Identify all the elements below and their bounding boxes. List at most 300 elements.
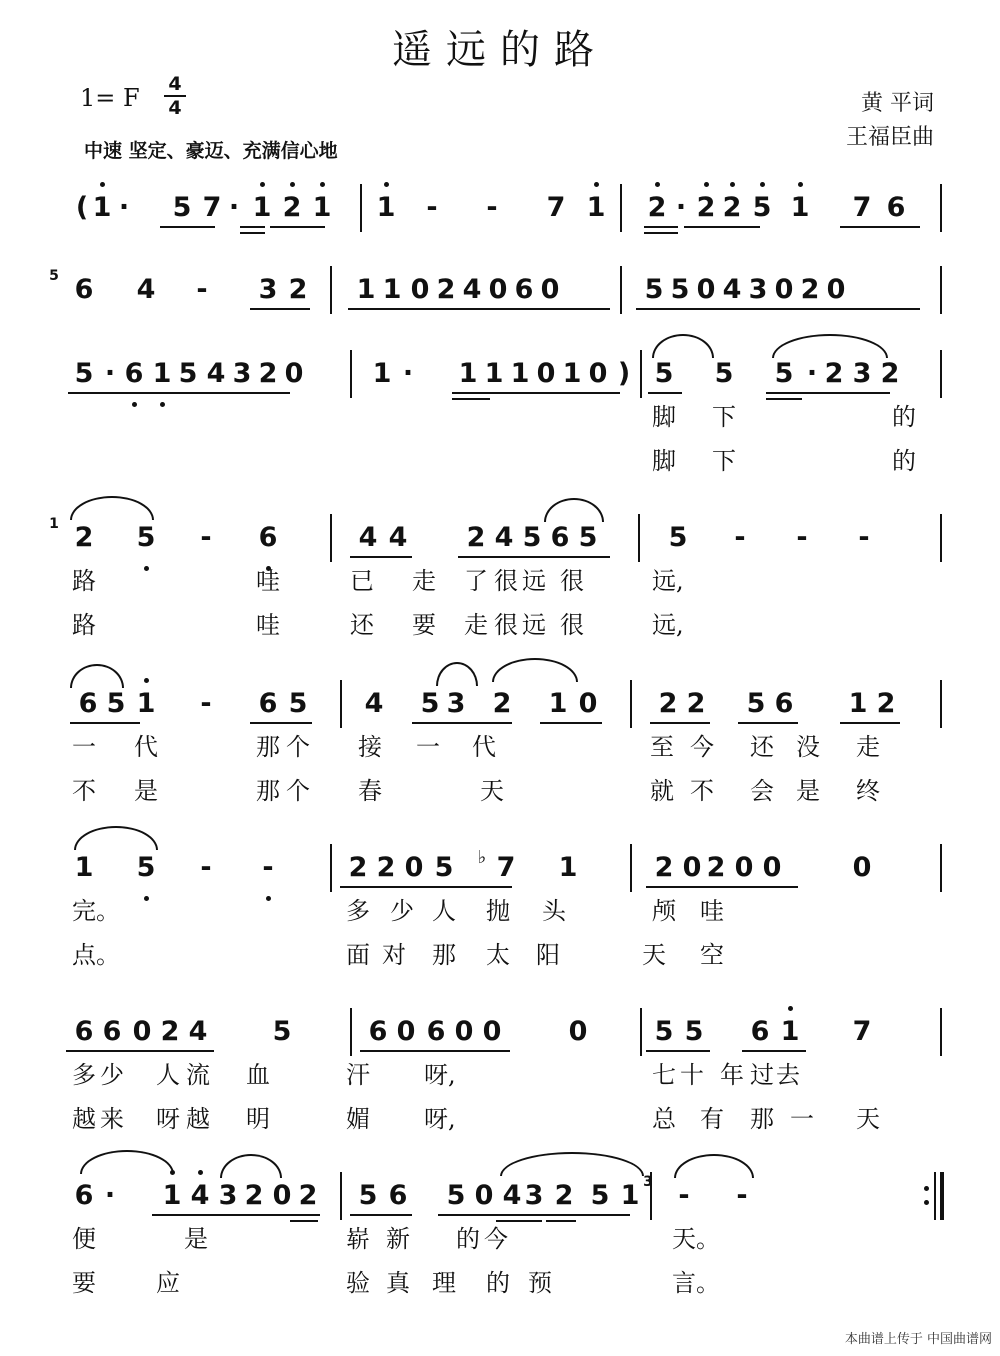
note: · [402, 358, 414, 389]
beam-line [270, 226, 325, 228]
beam-line [840, 226, 920, 228]
note: 1 [162, 1180, 182, 1211]
note: 3 [446, 688, 466, 719]
note: 1 [356, 274, 376, 305]
time-signature [162, 74, 188, 118]
note: 4 [388, 522, 408, 553]
note: 1 [252, 192, 272, 223]
high-octave-dot [320, 182, 325, 187]
note: 3 [524, 1180, 544, 1211]
note: 2 [658, 688, 678, 719]
lyric-syllable: 言。 [672, 1269, 720, 1297]
beam-line [250, 308, 310, 310]
note: 6 [750, 1016, 770, 1047]
note: 1 [790, 192, 810, 223]
note: 3 [748, 274, 768, 305]
beam-line [840, 722, 900, 724]
lyric-syllable: 有 [700, 1105, 724, 1133]
slur-arc [652, 334, 714, 358]
note: 4 [494, 522, 514, 553]
note: 1 [484, 358, 504, 389]
beam-line [348, 308, 610, 310]
note: 4 [136, 274, 156, 305]
beam-line [650, 722, 710, 724]
barline [940, 350, 942, 398]
note: 0 [578, 688, 598, 719]
barline [630, 844, 632, 892]
note: 0 [404, 852, 424, 883]
beam-line [350, 556, 412, 558]
note: 0 [396, 1016, 416, 1047]
note: 0 [132, 1016, 152, 1047]
barline [350, 350, 352, 398]
beam-line [452, 392, 620, 394]
note: 0 [474, 1180, 494, 1211]
lyric-syllable: 个 [286, 777, 310, 805]
lyric-syllable: 远, [652, 611, 684, 639]
note: - [734, 522, 746, 553]
lyric-syllable: 少 [390, 897, 414, 925]
note: 2 [288, 274, 308, 305]
note: 1 [458, 358, 478, 389]
beam-line [646, 1050, 710, 1052]
lyric-syllable: 那 [256, 777, 280, 805]
slur-arc [220, 1154, 282, 1178]
lyric-syllable: 颅 [652, 897, 676, 925]
note: 5 [446, 1180, 466, 1211]
grace-note: 5 [49, 268, 59, 284]
barline [330, 844, 332, 892]
low-octave-dot [132, 402, 137, 407]
slur-arc [74, 826, 158, 850]
lyric-syllable: 至 [650, 733, 674, 761]
note: 5 [668, 522, 688, 553]
lyric-syllable: 还 [350, 611, 374, 639]
lyric-syllable: 不 [690, 777, 714, 805]
note: 5 [644, 274, 664, 305]
lyric-syllable: 头 [542, 897, 566, 925]
note: 0 [272, 1180, 292, 1211]
high-octave-dot [730, 182, 735, 187]
note: 0 [410, 274, 430, 305]
lyric-syllable: 天。 [672, 1225, 720, 1253]
barline [620, 184, 622, 232]
notes-row [60, 1176, 940, 1216]
lyric-syllable: 是 [796, 777, 820, 805]
beam-line [240, 226, 265, 228]
note: 0 [774, 274, 794, 305]
slur-arc [492, 658, 578, 682]
note: 0 [482, 1016, 502, 1047]
lyric-syllable: 七 [652, 1061, 676, 1089]
low-octave-dot [144, 566, 149, 571]
note: 5 [178, 358, 198, 389]
lyric-syllable: 太 [486, 941, 510, 969]
lyric-syllable: 人 [432, 897, 456, 925]
note: 2 [244, 1180, 264, 1211]
note: 2 [258, 358, 278, 389]
lyric-syllable: 走 [464, 611, 488, 639]
lyric-syllable: 抛 [486, 897, 510, 925]
lyric-syllable: 多 [346, 897, 370, 925]
note: 5 [288, 688, 308, 719]
note: 7 [496, 852, 516, 883]
note: 2 [800, 274, 820, 305]
lyric-syllable: 人 [156, 1061, 180, 1089]
lyric-syllable: 很 [560, 567, 584, 595]
note: 5 [590, 1180, 610, 1211]
note: 0 [536, 358, 556, 389]
lyric-syllable: 过 [750, 1061, 774, 1089]
note: 1 [312, 192, 332, 223]
note: - [678, 1180, 690, 1211]
note: · [675, 192, 687, 223]
note: 6 [74, 1180, 94, 1211]
note: 5 [74, 358, 94, 389]
note: 5 [752, 192, 772, 223]
slur-arc [772, 334, 888, 358]
beam-line [66, 1050, 214, 1052]
beam-line [540, 722, 602, 724]
barline [640, 1008, 642, 1056]
note: 5 [684, 1016, 704, 1047]
lyric-syllable: 总 [652, 1105, 676, 1133]
key-signature: 1= F [80, 84, 140, 112]
lyric-syllable: 很 [560, 611, 584, 639]
note: 4 [206, 358, 226, 389]
notes-row [49, 268, 940, 310]
beam-line [350, 1214, 412, 1216]
lyric-syllable: 的 [456, 1225, 480, 1253]
note: 1 [562, 358, 582, 389]
note: 0 [696, 274, 716, 305]
lyric-syllable: 那 [256, 733, 280, 761]
note: 4 [364, 688, 384, 719]
note: 4 [190, 1180, 210, 1211]
lyric-syllable: 新 [386, 1225, 410, 1253]
lyric-syllable: 下 [712, 403, 736, 431]
high-octave-dot [384, 182, 389, 187]
slur-arc [544, 498, 604, 522]
note: 4 [722, 274, 742, 305]
note: 5 [358, 1180, 378, 1211]
lyric-syllable: 路 [72, 567, 96, 595]
note: 1 [510, 358, 530, 389]
lyric-syllable: 完。 [72, 897, 120, 925]
notes-row [60, 188, 940, 228]
lyric-syllable: 呀, [424, 1105, 456, 1133]
note: 0 [540, 274, 560, 305]
note: 0 [762, 852, 782, 883]
beam-line [340, 886, 512, 888]
beam-line [742, 1050, 806, 1052]
notes-row [60, 684, 940, 724]
note: 1 [848, 688, 868, 719]
beam-line [290, 1220, 318, 1222]
lyric-syllable: 呀 [156, 1105, 180, 1133]
lyric-syllable: 一 [416, 733, 440, 761]
barline [360, 184, 362, 232]
note: 6 [124, 358, 144, 389]
beam-line [250, 722, 312, 724]
lyric-syllable: 的 [892, 447, 916, 475]
note: 2 [647, 192, 667, 223]
note: · [228, 192, 240, 223]
beam-line [766, 398, 802, 400]
lyric-syllable: 的 [892, 403, 916, 431]
barline [940, 1008, 942, 1056]
note: 0 [852, 852, 872, 883]
lyric-syllable: 没 [796, 733, 820, 761]
lyric-syllable: 流 [186, 1061, 210, 1089]
lyric-syllable: 下 [712, 447, 736, 475]
lyric-syllable: 代 [472, 733, 496, 761]
note: 6 [258, 688, 278, 719]
note: 6 [368, 1016, 388, 1047]
low-octave-dot [144, 896, 149, 901]
note: 6 [74, 274, 94, 305]
lyric-syllable: 汗 [346, 1061, 370, 1089]
beam-line [240, 232, 265, 234]
note: 1 [558, 852, 578, 883]
notes-row [60, 1012, 940, 1052]
lyric-syllable: 走 [856, 733, 880, 761]
lyric-syllable: 哇 [256, 611, 280, 639]
lyric-syllable: 就 [650, 777, 674, 805]
beam-line [160, 226, 215, 228]
note: 5 [654, 358, 674, 389]
barline [940, 514, 942, 562]
note: - [858, 522, 870, 553]
lyric-syllable: 一 [72, 733, 96, 761]
high-octave-dot [798, 182, 803, 187]
note: 0 [488, 274, 508, 305]
note: 3 [218, 1180, 238, 1211]
lyric-syllable: 接 [358, 733, 382, 761]
barline [330, 514, 332, 562]
barline [620, 266, 622, 314]
lyric-syllable: 天 [642, 941, 666, 969]
high-octave-dot [760, 182, 765, 187]
tempo-marking: 中速 坚定、豪迈、充满信心地 [84, 140, 338, 162]
lyric-syllable: 面 [346, 941, 370, 969]
note: 2 [466, 522, 486, 553]
note: 0 [734, 852, 754, 883]
note: 5 [746, 688, 766, 719]
upload-footer: 本曲谱上传于 中国曲谱网 [844, 1332, 992, 1347]
beam-line [438, 1214, 630, 1216]
lyric-syllable: 路 [72, 611, 96, 639]
beam-line [646, 886, 798, 888]
barline [940, 680, 942, 728]
note: 5 [172, 192, 192, 223]
barline [640, 350, 642, 398]
note: 4 [358, 522, 378, 553]
lyric-syllable: 脚 [652, 403, 676, 431]
note: 1 [780, 1016, 800, 1047]
barline [940, 844, 942, 892]
note: 2 [686, 688, 706, 719]
note: - [736, 1180, 748, 1211]
lyric-syllable: 明 [246, 1105, 270, 1133]
lyric-syllable: 越 [72, 1105, 96, 1133]
lyric-syllable: 点。 [72, 941, 120, 969]
high-octave-dot [290, 182, 295, 187]
note: 1 [372, 358, 392, 389]
barline [630, 680, 632, 728]
note: 5 [136, 852, 156, 883]
note: 5 [272, 1016, 292, 1047]
beam-line [648, 392, 682, 394]
note: 0 [284, 358, 304, 389]
note: - [426, 192, 438, 223]
note: 5 [106, 688, 126, 719]
beam-line [360, 1050, 510, 1052]
notes-row [60, 848, 940, 888]
beam-line [412, 722, 512, 724]
lyric-syllable: 应 [156, 1269, 180, 1297]
lyric-syllable: 对 [382, 941, 406, 969]
lyric-syllable: 了 [464, 567, 488, 595]
lyric-syllable: 会 [750, 777, 774, 805]
high-octave-dot [100, 182, 105, 187]
note: · [104, 1180, 116, 1211]
note: 6 [102, 1016, 122, 1047]
note: 2 [706, 852, 726, 883]
barline [330, 266, 332, 314]
note: 2 [376, 852, 396, 883]
lyric-syllable: 真 [386, 1269, 410, 1297]
slur-arc [436, 662, 478, 686]
lyric-syllable: 远, [652, 567, 684, 595]
lyric-syllable: 呀, [424, 1061, 456, 1089]
song-title: 遥远的路 [392, 27, 608, 73]
note: 2 [436, 274, 456, 305]
lyric-syllable: 春 [358, 777, 382, 805]
note: 2 [348, 852, 368, 883]
note: 5 [420, 688, 440, 719]
note: 5 [522, 522, 542, 553]
time-signature-bottom: 4 [168, 97, 182, 119]
barline [934, 1172, 936, 1220]
low-octave-dot [160, 402, 165, 407]
lyric-syllable: 越 [186, 1105, 210, 1133]
note: · [118, 192, 130, 223]
high-octave-dot [144, 678, 149, 683]
lyric-syllable: 不 [72, 777, 96, 805]
lyric-syllable: 验 [346, 1269, 370, 1297]
slur-arc [70, 496, 154, 520]
note: 6 [426, 1016, 446, 1047]
lyric-syllable: 还 [750, 733, 774, 761]
note: 6 [258, 522, 278, 553]
barline [940, 266, 942, 314]
lyric-syllable: 多 [72, 1061, 96, 1089]
high-octave-dot [260, 182, 265, 187]
note: 2 [722, 192, 742, 223]
note: 2 [74, 522, 94, 553]
lyric-syllable: 要 [412, 611, 436, 639]
lyric-syllable: 很 [494, 567, 518, 595]
note: 5 [774, 358, 794, 389]
composer-credit: 王福臣曲 [845, 125, 934, 150]
high-octave-dot [788, 1006, 793, 1011]
lyric-syllable: 去 [776, 1061, 800, 1089]
grace-note: 1 [49, 516, 59, 532]
lyric-syllable: 终 [856, 777, 880, 805]
note: 0 [826, 274, 846, 305]
note: 0 [568, 1016, 588, 1047]
beam-line [546, 1220, 576, 1222]
low-octave-dot [266, 896, 271, 901]
time-signature-top: 4 [168, 73, 182, 95]
note: ) [617, 358, 631, 389]
note: 6 [514, 274, 534, 305]
slur-arc [70, 664, 124, 688]
lyric-syllable: 那 [750, 1105, 774, 1133]
beam-line [70, 722, 140, 724]
lyric-syllable: 年 [720, 1061, 744, 1089]
note: 2 [554, 1180, 574, 1211]
lyric-syllable: 今 [484, 1225, 508, 1253]
lyric-syllable: 远 [522, 567, 546, 595]
note: 2 [298, 1180, 318, 1211]
note: 3 [232, 358, 252, 389]
note: 5 [136, 522, 156, 553]
note: - [200, 688, 212, 719]
note: 1 [136, 688, 156, 719]
lyric-syllable: 血 [246, 1061, 270, 1089]
beam-line [636, 308, 920, 310]
lyric-syllable: 媚 [346, 1105, 370, 1133]
lyric-syllable: 那 [432, 941, 456, 969]
lyric-syllable: 的 [486, 1269, 510, 1297]
note: 5 [578, 522, 598, 553]
note: 2 [282, 192, 302, 223]
note: 5 [670, 274, 690, 305]
beam-line [458, 556, 610, 558]
note: ( [75, 192, 89, 223]
high-octave-dot [594, 182, 599, 187]
lyric-syllable: 是 [184, 1225, 208, 1253]
note: 2 [160, 1016, 180, 1047]
lyric-syllable: 理 [432, 1269, 456, 1297]
lyric-syllable: 今 [690, 733, 714, 761]
note: 2 [696, 192, 716, 223]
note: 6 [886, 192, 906, 223]
note: 4 [462, 274, 482, 305]
note: 7 [852, 192, 872, 223]
beam-line [452, 398, 490, 400]
note: 2 [654, 852, 674, 883]
lyric-syllable: 个 [286, 733, 310, 761]
note: · [806, 358, 818, 389]
note: 6 [74, 1016, 94, 1047]
lyric-syllable: 脚 [652, 447, 676, 475]
note: 1 [152, 358, 172, 389]
high-octave-dot [704, 182, 709, 187]
barline [940, 184, 942, 232]
lyric-syllable: 十 [680, 1061, 704, 1089]
lyric-syllable: 很 [494, 611, 518, 639]
barline [350, 1008, 352, 1056]
note: · [104, 358, 116, 389]
barline [340, 1172, 342, 1220]
beam-line [684, 226, 760, 228]
note: 1 [92, 192, 112, 223]
note: 2 [876, 688, 896, 719]
note: - [486, 192, 498, 223]
